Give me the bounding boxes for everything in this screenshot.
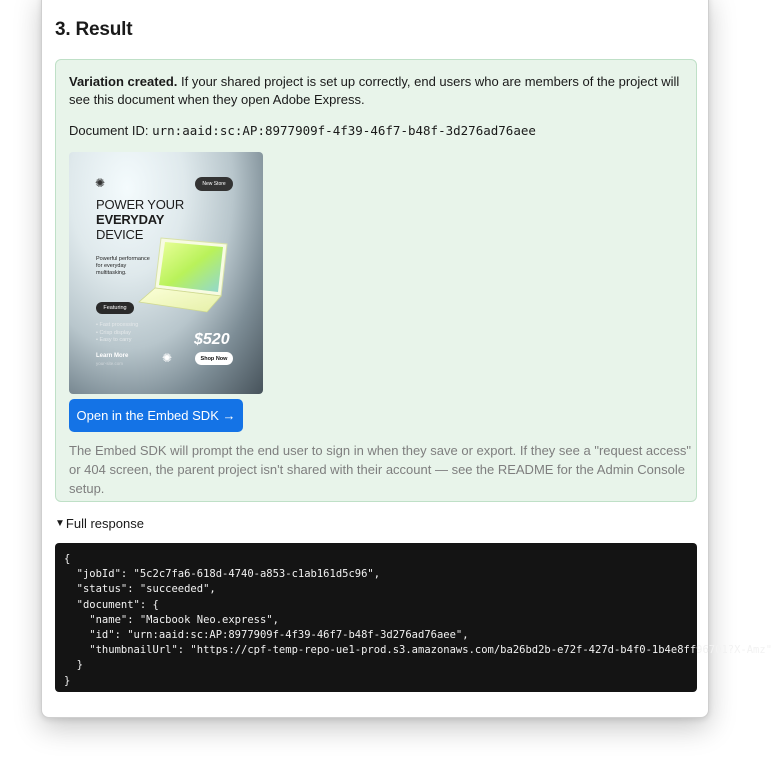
embed-sdk-note: The Embed SDK will prompt the end user to sign in when they save or export. If they see a "request access" or 404 screen, the parent project isn't shared with their account — see the README for the Admin Console setup. xyxy=(69,443,691,496)
thumbnail-headline-line2: EVERYDAY xyxy=(96,212,165,227)
document-id-value: urn:aaid:sc:AP:8977909f-4f39-46f7-b48f-3d276ad76aee xyxy=(152,123,536,138)
result-headline: Variation created. xyxy=(69,74,178,89)
thumbnail-headline-line3: DEVICE xyxy=(96,227,144,242)
document-id-label: Document ID: xyxy=(69,123,153,138)
result-card xyxy=(41,0,772,718)
response-json-block: { "jobId": "5c2c7fa6-618d-4740-a853-c1ab161d5c96", "status": "succeeded", "document": { "name": "Macbook Neo.express", "id": "urn:aaid:sc:AP:8977909f-4f39-46f7-b48f-3d276ad76aee", "thumbnailUrl": "https://cpf-temp-repo-ue1-prod.s3.amazonaws.com/ba26bd2b-e72f-427d-b4f0-1b4e8ff96701?X-Amz" } } xyxy=(55,543,697,692)
full-response-toggle[interactable] xyxy=(55,516,144,531)
section-title: 3. Result xyxy=(55,19,133,40)
thumbnail-bullets xyxy=(96,322,138,345)
thumbnail-price: $520 xyxy=(194,331,230,348)
result-message xyxy=(69,73,689,109)
laptop-image xyxy=(139,230,239,330)
result-message-text: If your shared project is set up correctly, end users who are members of the project will see this document when they open Adobe Express. xyxy=(69,74,680,107)
sparkle-icon: ✺ xyxy=(162,351,173,365)
thumbnail-subcopy: Powerful performance for everyday multitasking. xyxy=(96,256,150,276)
document-thumbnail xyxy=(69,152,263,394)
open-embed-sdk-button[interactable]: Open in the Embed SDK → xyxy=(69,399,243,432)
thumbnail-bullet: • Fast processing xyxy=(96,322,139,328)
document-id-row xyxy=(69,123,536,138)
thumbnail-bullet: • Crisp display xyxy=(96,329,131,336)
thumbnail-featuring-pill: Featuring xyxy=(96,302,134,314)
disclosure-triangle-icon: ▼ xyxy=(55,518,65,529)
thumbnail-headline-line1: POWER YOUR xyxy=(96,197,185,212)
full-response-label: Full response xyxy=(65,516,144,531)
thumbnail-badge: New Store xyxy=(195,177,233,191)
thumbnail-learn-more: Learn More xyxy=(96,353,129,359)
thumbnail-bullet: • Easy to carry xyxy=(96,337,132,343)
thumbnail-shop-button: Shop Now xyxy=(195,352,233,365)
result-panel xyxy=(55,59,697,502)
sparkle-icon: ✺ xyxy=(95,176,106,190)
thumbnail-site: your-site.com xyxy=(96,361,124,366)
